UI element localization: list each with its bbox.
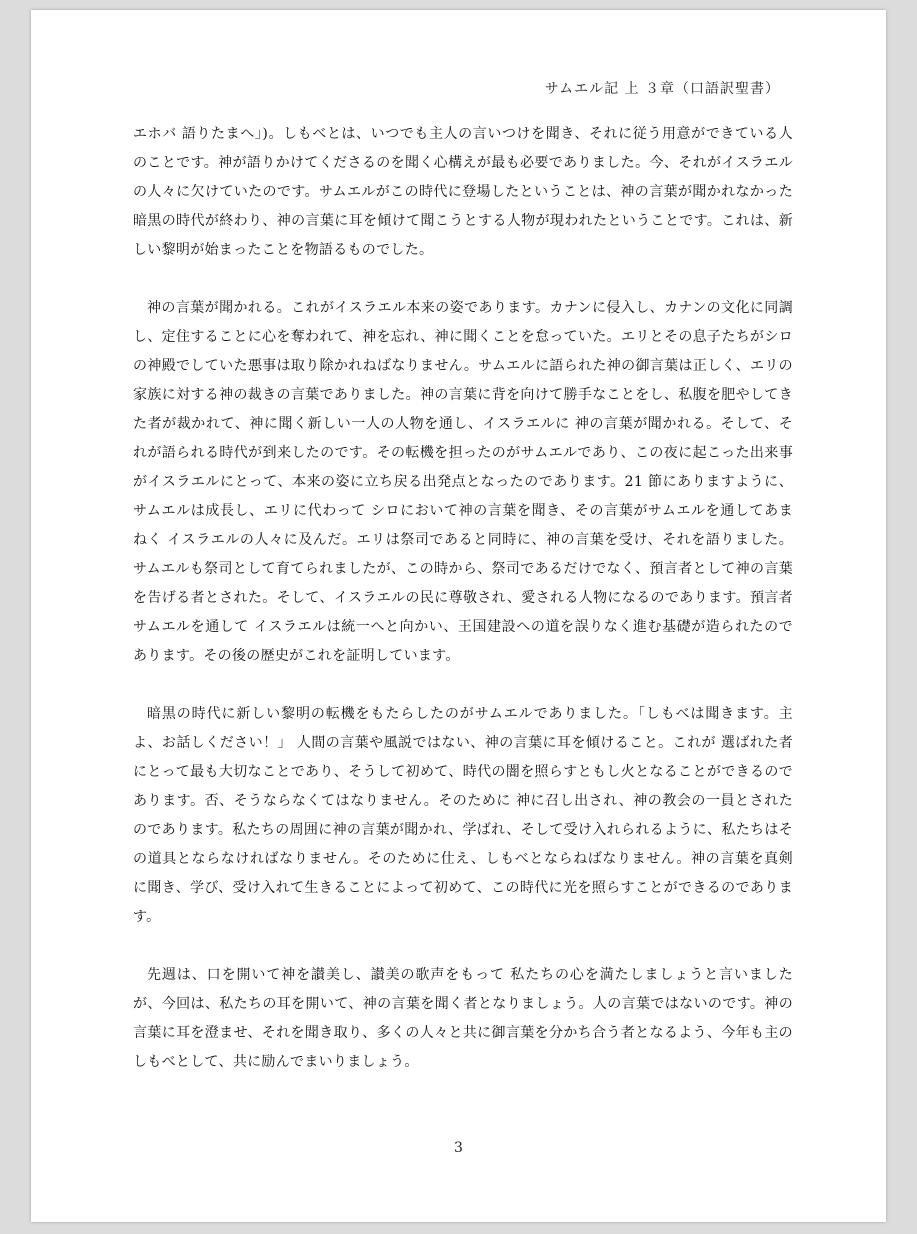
paragraph-2: 神の言葉が聞かれる。これがイスラエル本来の姿であります。カナンに侵入し、カナンの文化に同調し、定住することに心を奪われて、神を忘れ、神に聞くことを怠っていた。エリとその息子たちがシロの神殿でしていた悪事は取り除かれねばなりません。サムエルに語られた神の御言葉は正しく、エリの家族に対する神の裁きの言葉でありました。神の言葉に背を向けて勝手なことをし、私腹を肥やしてきた者が裁かれて、神に聞く新しい一人の人物を通し、イスラエルに 神の言葉が聞かれる。そして、それが語られる時代が到来したのです。その転機を担ったのがサムエルであり、この夜に起こった出来事がイスラエルにとって、本来の姿に立ち戻る出発点となったのであります。21 節にありますように、サムエルは成長し、エリに代わって シロにおいて神の言葉を聞き、その言葉がサムエルを通してあまねく イスラエルの人々に及んだ。エリは祭司であると同時に、神の言葉を受け、それを語りました。サムエルも祭司として育てられましたが、この時から、祭司であるだけでなく、預言者として神の言葉を告げる者とされた。そして、イスラエルの民に尊敬され、愛される人物になるのであります。預言者サムエルを通して イスラエルは統一へと向かい、王国建設への道を誤りなく進む基礎が造られたのであります。その後の歴史がこれを証明しています。 xyxy=(133,300,793,664)
document-page xyxy=(31,10,886,1222)
page-number: 3 xyxy=(454,1140,463,1156)
paragraph-3: 暗黒の時代に新しい黎明の転機をもたらしたのがサムエルでありました。「しもべは聞きます。主よ、お話しください！」 人間の言葉や風説ではない、神の言葉に耳を傾けること。これが 選ばれた者にとって最も大切なことであり、そうして初めて、時代の闇を照らすともし火となることができるのであります。否、そうならなくてはなりません。そのために 神に召し出され、神の教会の一員とされたのであります。私たちの周囲に神の言葉が聞かれ、学ばれ、そして受け入れられるように、私たちはその道具とならなければなりません。そのために仕え、しもべとならねばなりません。神の言葉を真剣に聞き、学び、受け入れて生きることによって初めて、この時代に光を照らすことができるのであります。 xyxy=(133,706,793,925)
paragraph-gap xyxy=(133,671,793,700)
running-header: サムエル記 上 ３章（口語訳聖書） xyxy=(544,81,780,97)
paragraph-gap xyxy=(133,265,793,294)
paragraph-gap xyxy=(133,932,793,961)
paragraph-1: エホバ 語りたまへ」)。しもべとは、いつでも主人の言いつけを聞き、それに従う用意ができている人のことです。神が語りかけてくださるのを聞く心構えが最も必要でありました。今、それがイスラエルの人々に欠けていたのです。サムエルがこの時代に登場したということは、神の言葉が聞かれなかった暗黒の時代が終わり、神の言葉に耳を傾けて聞こうとする人物が現われたということです。これは、新しい黎明が始まったことを物語るものでした。 xyxy=(133,126,793,258)
paragraph-4: 先週は、口を開いて神を讃美し、讃美の歌声をもって 私たちの心を満たしましょうと言いましたが、今回は、私たちの耳を開いて、神の言葉を聞く者となりましょう。人の言葉ではないのです。神の言葉に耳を澄ませ、それを聞き取り、多くの人々と共に御言葉を分かち合う者となるよう、今年も主のしもべとして、共に励んでまいりましょう。 xyxy=(133,967,793,1070)
body-text xyxy=(133,120,793,1077)
